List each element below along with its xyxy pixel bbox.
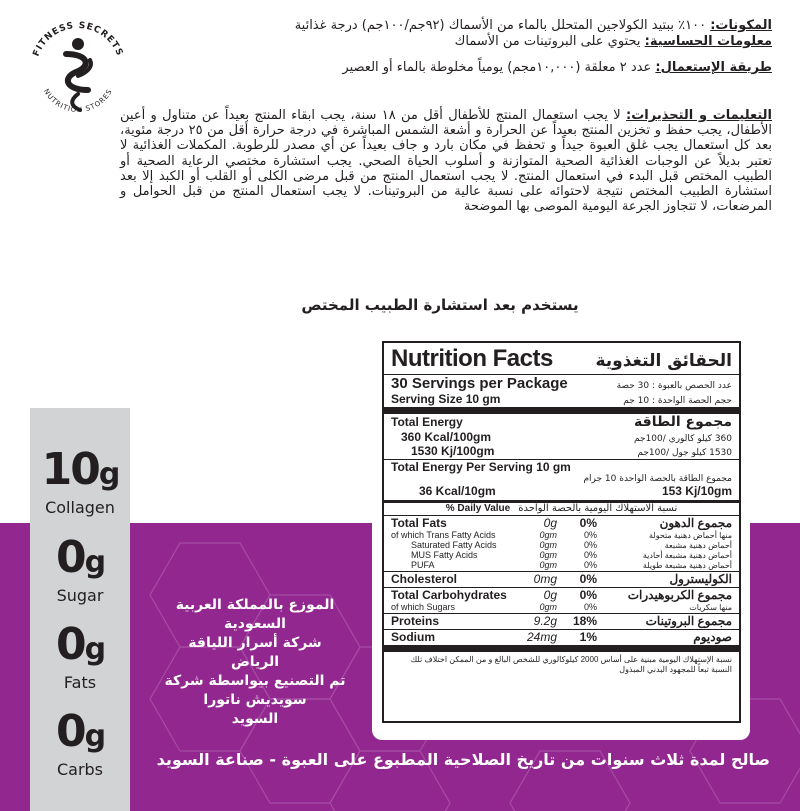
stat-value: 0 <box>55 532 85 583</box>
ingredients-label: المكونات: <box>710 18 772 33</box>
nutrient-name: of which Sugars <box>391 602 456 612</box>
kcal-per-100-ar: 360 كيلو كالوري /100جم <box>634 434 732 444</box>
kj-per-100-ar: 1530 كيلو جول /100جم <box>637 448 732 458</box>
nutrient-value: 0gm <box>539 602 557 612</box>
usage-label: طريقة الإستعمال: <box>655 60 772 75</box>
serving-size-text-ar: حجم الحصة الواحدة : 10 جم <box>623 396 732 406</box>
nutrient-row <box>391 516 732 530</box>
usage-text: عدد ٢ معلقة (١٠,٠٠٠مجم) يومياً مخلوطة بالماء أو العصير <box>342 60 656 75</box>
ingredients-line <box>180 18 772 34</box>
nutrient-name: Saturated Fatty Acids <box>411 540 497 550</box>
nutrient-value: 0gm <box>539 540 557 550</box>
kj-row <box>391 444 732 458</box>
kj-per-serving: 153 Kj/10gm <box>661 484 732 498</box>
kcal-per-serving: 36 Kcal/10gm <box>419 484 496 498</box>
nutrient-daily-value: 0% <box>579 572 597 586</box>
serving-size-row <box>391 392 732 406</box>
stat-label: Carbs <box>56 760 104 779</box>
nutrient-name-ar: منها أحماض دهنية متحولة <box>648 531 732 540</box>
nutrition-title-row <box>391 343 732 373</box>
per-serving-label-ar: مجموع الطاقة بالحصة الواحدة 10 جرام <box>583 474 732 484</box>
nutrient-name: PUFA <box>411 560 435 570</box>
nutrient-row <box>391 560 732 570</box>
serving-size-text: Serving Size 10 gm <box>391 392 501 406</box>
nutrient-name-ar: مجموع الدهون <box>659 516 732 530</box>
distributor-line: شركة أسرار اللياقة <box>188 635 322 651</box>
logo-text-top: FITNESS SECRETS <box>31 20 125 58</box>
nutrient-value: 0gm <box>539 550 557 560</box>
stat-label: Collagen <box>45 498 115 517</box>
nutrient-daily-value: 0% <box>583 540 597 550</box>
nutrient-name-ar: مجموع الكربوهيدرات <box>627 588 732 602</box>
nutrient-value: 9.2g <box>533 614 557 628</box>
ingredients-text: ١٠٠٪ ببتيد الكولاجين المتحلل بالماء من الأسماك (٩٢جم/١٠٠جم) درجة غذائية <box>294 18 711 33</box>
nutrient-row <box>391 550 732 560</box>
kcal-row <box>391 430 732 444</box>
distributor-line: الموزع بالمملكة العربية السعودية <box>175 597 335 632</box>
kcal-per-100: 360 Kcal/100gm <box>401 430 492 444</box>
total-energy-label-ar: مجموع الطاقة <box>634 414 732 430</box>
validity-note: صالح لمدة ثلاث سنوات من تاريخ الصلاحية المطبوع على العبوة - صناعة السويد <box>156 750 770 769</box>
nutrient-name-ar: مجموع البروتينات <box>645 614 732 628</box>
nutrient-value: 0gm <box>539 560 557 570</box>
stat-value: 0 <box>55 706 85 757</box>
nutrient-row <box>391 540 732 550</box>
nutrient-daily-value: 0% <box>583 550 597 560</box>
nutrient-value: 0gm <box>539 530 557 540</box>
distributor-line: سويديش ناتورا <box>203 692 307 708</box>
energy-row <box>391 414 732 430</box>
stat-sugar <box>30 532 130 605</box>
nutrient-name: MUS Fatty Acids <box>411 550 478 560</box>
usage-line <box>180 60 772 76</box>
nutrient-row <box>391 588 732 602</box>
stat-value: 0 <box>55 619 85 670</box>
serving-energy-row <box>391 484 732 498</box>
macro-stats-column <box>30 408 130 811</box>
nutrient-daily-value: 18% <box>572 614 597 628</box>
distributor-line: الرياض <box>230 654 280 670</box>
nutrient-daily-value: 0% <box>579 588 597 602</box>
servings-row <box>391 375 732 392</box>
allergy-line <box>180 34 772 50</box>
stat-value: 10 <box>41 444 99 495</box>
doctor-note: يستخدم بعد استشارة الطبيب المختص <box>301 296 579 314</box>
nutrition-title: Nutrition Facts <box>391 345 553 372</box>
stat-label: Sugar <box>56 586 104 605</box>
nutrient-row <box>391 630 732 644</box>
nutrient-name: Total Fats <box>391 516 447 530</box>
nutrient-name: Cholesterol <box>391 572 458 586</box>
footnote: نسبة الإستهلاك اليومية مبنية على أساس 2000 كيلوكالوري للشخص البالغ و من الممكن اختلاف تلك النسبة تبعاً للمجهود البدني المبذول <box>410 655 732 674</box>
daily-value-label-ar: نسبة الاستهلاك اليومية بالحصة الواحدة <box>518 503 678 514</box>
total-energy-label: Total Energy <box>391 415 463 429</box>
nutrient-name-ar: منها سكريات <box>689 603 732 612</box>
stat-collagen <box>30 444 130 517</box>
nutrition-title-ar: الحقائق التغذوية <box>595 351 732 371</box>
nutrient-name-ar: صوديوم <box>693 630 732 644</box>
nutrient-value: 0g <box>543 588 557 602</box>
nutrient-name: Proteins <box>391 614 440 628</box>
nutrient-row <box>391 614 732 628</box>
nutrient-name-ar: أحماض دهنية مشبعة أحادية <box>642 551 732 560</box>
per-serving-label: Total Energy Per Serving 10 gm <box>391 460 571 474</box>
stat-label: Fats <box>63 673 97 692</box>
allergy-text: يحتوي على البروتينات من الأسماك <box>454 34 645 49</box>
warnings-label: التعليمات و التحذيرات: <box>626 108 772 123</box>
stat-fats <box>30 619 130 692</box>
nutrient-row <box>391 572 732 586</box>
nutrient-daily-value: 0% <box>579 516 597 530</box>
nutrient-table <box>391 516 732 644</box>
servings-text: 30 Servings per Package <box>391 375 568 392</box>
stat-unit: g <box>84 545 105 580</box>
distributor-line: السويد <box>231 711 279 727</box>
stat-unit: g <box>84 632 105 667</box>
nutrient-value: 0g <box>543 516 557 530</box>
nutrient-name: of which Trans Fatty Acids <box>391 530 496 540</box>
warnings-section <box>120 108 772 214</box>
nutrient-row <box>391 602 732 612</box>
servings-text-ar: عدد الحصص بالعبوة : 30 حصة <box>616 381 732 391</box>
nutrient-row <box>391 530 732 540</box>
warnings-text: لا يجب استعمال المنتج للأطفال أقل من ١٨ سنة، يجب ابقاء المنتج بعيداً عن متناول و أعين الأطفال، يجب حفظ و تخزين المنتج بعيداً عن الحرارة و أشعة الشمس المباشرة في درجة حرارة أقل من ٢٥ درجة مئوية، بعد كل استعمال يجب غلق العبوة جيداً و تحفظ في مكان بارد و جاف بعيداً عن أي مصدر للرطوبة. المكملات الغذائية لا تعتبر بديلاً عن الوجبات الغذائية الصحية المتوازنة و أسلوب الحياة الصحي. يجب استشارة مختصي الرعاية الصحية أو الطبيب المختص قبل البدء في استعمال المنتج. لا يجب استعمال المنتج من قبل مرضى الكلى أو القلب أو الكبد إلا بعد استشارة الطبيب المختص نتيجة لاحتوائه على نسبة عالية من البروتينات. لا يجب استعمال المنتج من قبل الحوامل و المرضعات، لا تتجاوز الجرعة اليومية الموصى بها الموضحة <box>120 108 772 215</box>
logo-text-bottom: NUTRITION STORES <box>41 87 115 115</box>
stat-carbs <box>30 706 130 779</box>
stat-unit: g <box>98 457 119 492</box>
nutrient-name: Sodium <box>391 630 435 644</box>
nutrient-value: 24mg <box>526 630 557 644</box>
nutrient-daily-value: 0% <box>583 560 597 570</box>
nutrient-name-ar: الكوليسترول <box>669 572 732 586</box>
allergy-label: معلومات الحساسية: <box>644 34 772 49</box>
fitness-secrets-logo <box>22 14 134 126</box>
nutrient-name-ar: أحماض دهنية مشبعة <box>664 541 732 550</box>
nutrient-value: 0mg <box>533 572 557 586</box>
daily-value-label: % Daily Value <box>445 503 511 514</box>
nutrient-daily-value: 0% <box>583 602 597 612</box>
kj-per-100: 1530 Kj/100gm <box>411 444 495 458</box>
ingredients-section <box>180 18 772 76</box>
nutrition-facts-panel <box>382 341 741 723</box>
nutrient-name: Total Carbohydrates <box>391 588 507 602</box>
nutrient-daily-value: 1% <box>579 630 597 644</box>
distributor-info <box>150 596 360 729</box>
nutrient-daily-value: 0% <box>583 530 597 540</box>
daily-value-header <box>391 503 732 514</box>
stat-unit: g <box>84 719 105 754</box>
nutrient-name-ar: أحماض دهنية مشبعة طويلة <box>642 561 732 570</box>
distributor-line: تم التصنيع بيواسطة شركة <box>164 673 346 689</box>
